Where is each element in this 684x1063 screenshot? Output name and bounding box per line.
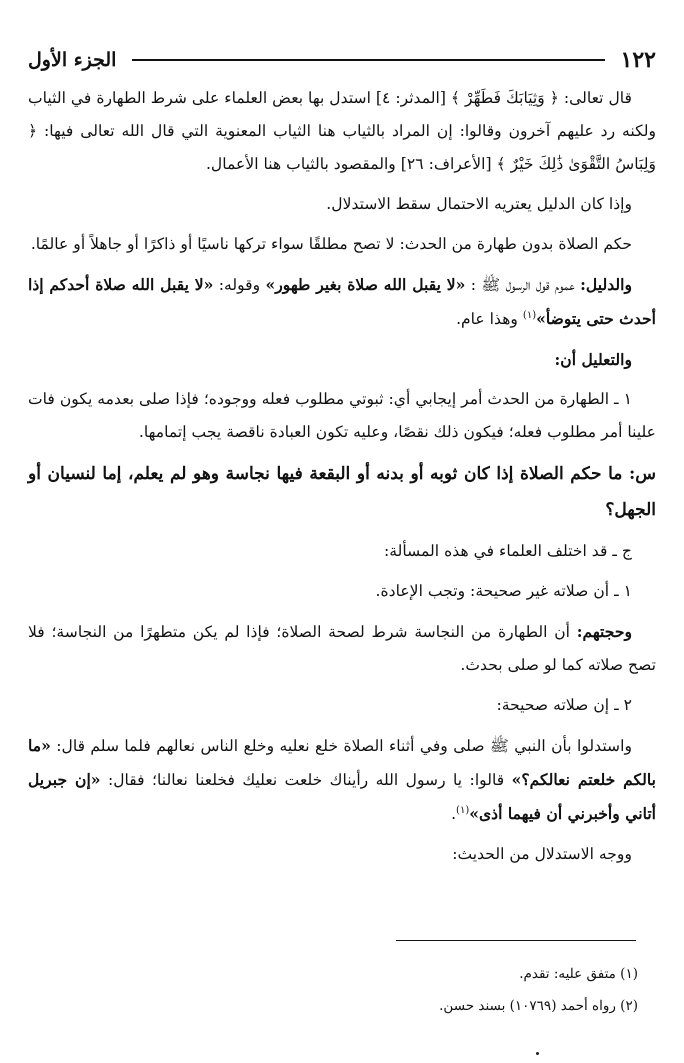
paragraph-ruling-without-purity: حكم الصلاة بدون طهارة من الحدث: لا تصح مطلقًا سواء تركها ناسيًا أو ذاكرًا أو جاهلاً أو عالمًا. — [30, 235, 632, 253]
reasoning-heading: والتعليل أن: — [554, 350, 632, 369]
inference-intro: ووجه الاستدلال من الحديث: — [452, 845, 632, 863]
argument-label: وحجتهم: — [576, 622, 632, 641]
hadith-quote-4: «إن جبريل أتاني وأخبرني أن فيهما أذى» — [28, 770, 656, 823]
answer-opinion-1: ١ ـ أن صلاته غير صحيحة: وتجب الإعادة. — [375, 582, 632, 600]
part-title: الجزء الأول — [28, 49, 117, 71]
footnote-divider — [396, 940, 636, 941]
argument-2-middle: قالوا: يا رسول الله رأيناك خلعت نعليك فخلعنا نعالنا؛ فقال: — [100, 771, 512, 789]
question-heading: س: ما حكم الصلاة إذا كان ثوبه أو بدنه أو البقعة فيها نجاسة وهو لم يعلم، إما لنسيان أو الجهل؟ — [28, 464, 656, 520]
evidence-text: عموم قول الرسول ﷺ : — [465, 276, 581, 294]
answer-argument-2 — [28, 729, 656, 831]
print-dot — [536, 1052, 539, 1055]
footnote-1: (١) متفق عليه: تقدم. — [519, 966, 638, 982]
paragraph-evidence — [28, 268, 656, 336]
evidence-connector: وقوله: — [213, 276, 266, 294]
evidence-label: والدليل: — [580, 275, 632, 294]
page-header — [28, 40, 656, 80]
answer-argument-1 — [28, 615, 656, 682]
page-body — [28, 82, 656, 878]
hadith-quote-3: «ما بالكم خلعتم نعالكم؟» — [28, 736, 656, 789]
argument-2-end: . — [451, 805, 457, 823]
footnotes — [28, 958, 656, 1022]
page-number: ١٢٢ — [620, 47, 656, 73]
paragraph-reasoning-1: ١ ـ الطهارة من الحدث أمر إيجابي أي: ثبوتي مطلوب فعله ووجوده؛ فإذا صلى بعدمه يكون فات علينا أمر مطلوب فعله؛ فيكون ذلك نقصًا، وعليه تكون العبادة ناقصة يجب إتمامها. — [28, 390, 656, 441]
argument-text: أن الطهارة من النجاسة شرط لصحة الصلاة؛ فإذا لم يكن متطهرًا من النجاسة؛ فلا تصح صلاته كما لو صلى بحدث. — [28, 623, 656, 674]
answer-opinion-2: ٢ ـ إن صلاته صحيحة: — [496, 696, 632, 714]
paragraph-probability-rule: وإذا كان الدليل يعتريه الاحتمال سقط الاستدلال. — [326, 195, 632, 213]
hadith-quote-2: «لا يقبل الله صلاة أحدكم إذا أحدث حتى يتوضأ» — [28, 275, 656, 328]
footnote-ref-2: (١) — [456, 804, 470, 816]
paragraph-verse-evidence: قال تعالى: ﴿ وَثِيَابَكَ فَطَهِّرْ ﴾ [المدثر: ٤] استدل بها بعض العلماء على شرط الطهارة في الثياب ولكنه رد عليهم آخرون وقالوا: إن المراد بالثياب هنا الثياب المعنوية التي قال الله تعالى فيها: ﴿ وَلِبَاسُ التَّقْوَىٰ ذَٰلِكَ خَيْرٌ ﴾ [الأعراف: ٢٦] والمقصود بالثياب هنا الأعمال. — [28, 89, 656, 173]
argument-2-text: واستدلوا بأن النبي ﷺ صلى وفي أثناء الصلاة خلع نعليه وخلع الناس نعالهم فلما سلم قال: — [50, 737, 632, 755]
evidence-end: وهذا عام. — [456, 310, 523, 328]
footnote-2: (٢) رواه أحمد (١٠٧٦٩) بسند حسن. — [439, 998, 638, 1014]
header-rule — [132, 59, 604, 61]
hadith-quote-1: «لا يقبل الله صلاة بغير طهور» — [265, 275, 466, 294]
answer-intro: ج ـ قد اختلف العلماء في هذه المسألة: — [384, 542, 632, 560]
footnote-ref-1: (١) — [522, 309, 537, 321]
